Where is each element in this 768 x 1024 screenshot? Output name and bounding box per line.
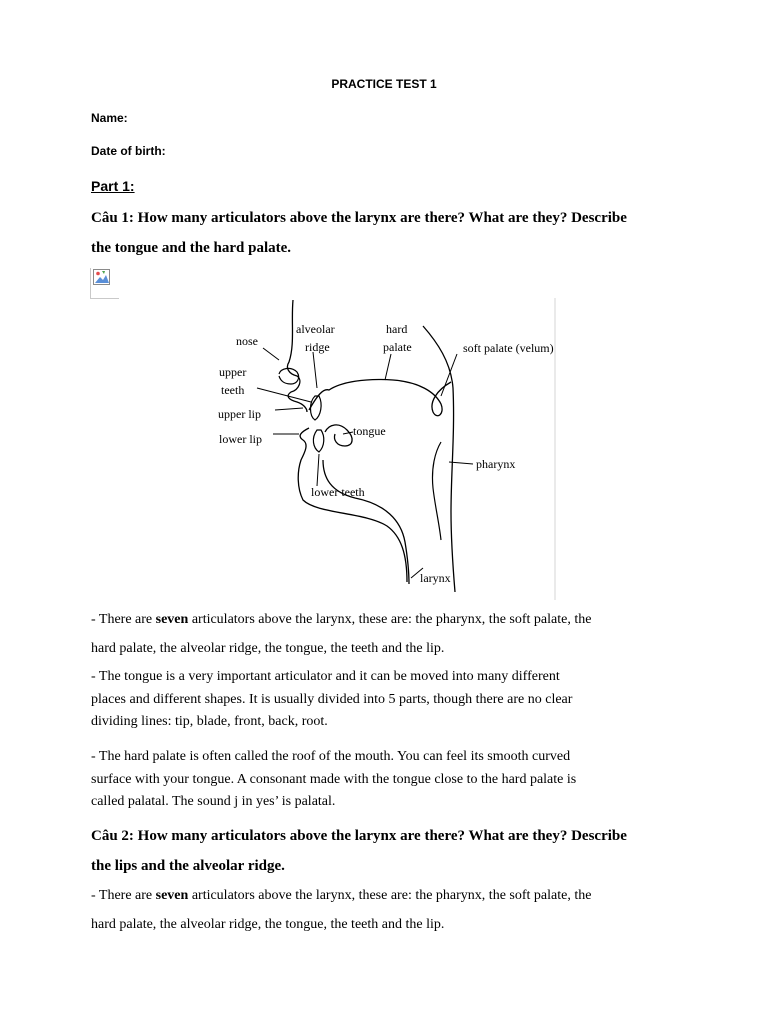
answer-2-para-1-line-1: - There are seven articulators above the larynx, these are: the pharynx, the soft palate, the bbox=[91, 888, 592, 903]
label-upper: upper bbox=[219, 365, 247, 379]
label-alveolar: alveolar bbox=[296, 322, 335, 336]
question-1-line-2: the tongue and the hard palate. bbox=[91, 240, 292, 256]
question-2-line-1: Câu 2: How many articulators above the larynx are there? What are they? Describe bbox=[91, 828, 627, 844]
answer-1-para-2-line-2: places and different shapes. It is usually divided into 5 parts, though there are no clear bbox=[91, 692, 573, 707]
label-ridge: ridge bbox=[305, 340, 330, 354]
label-palate: palate bbox=[383, 340, 412, 354]
answer-1-para-3-line-2: surface with your tongue. A consonant made with the tongue close to the hard palate is bbox=[91, 772, 577, 787]
label-pharynx: pharynx bbox=[476, 457, 516, 471]
answer-1-para-1-line-1: - There are seven articulators above the larynx, these are: the pharynx, the soft palate, the bbox=[91, 612, 592, 627]
date-of-birth-label: Date of birth: bbox=[91, 144, 166, 158]
label-nose: nose bbox=[236, 334, 258, 348]
answer-1-para-3-line-1: - The hard palate is often called the roof of the mouth. You can feel its smooth curved bbox=[91, 749, 571, 764]
page-title: PRACTICE TEST 1 bbox=[331, 77, 437, 91]
face-profile-upper bbox=[287, 300, 307, 412]
tongue-root bbox=[323, 460, 409, 584]
label-lower-lip: lower lip bbox=[219, 432, 262, 446]
label-hard: hard bbox=[386, 322, 408, 336]
question-1-line-1: Câu 1: How many articulators above the larynx are there? What are they? Describe bbox=[91, 210, 627, 226]
label-tongue: tongue bbox=[353, 424, 386, 438]
lower-teeth bbox=[313, 430, 323, 452]
answer-1-para-1-line-2: hard palate, the alveolar ridge, the tongue, the teeth and the lip. bbox=[91, 641, 445, 656]
leader-lines bbox=[257, 348, 473, 578]
label-lower-teeth: lower teeth bbox=[311, 485, 365, 499]
label-upper-lip: upper lip bbox=[218, 407, 261, 421]
answer-1-para-2-line-1: - The tongue is a very important articulator and it can be moved into many different bbox=[91, 669, 560, 684]
question-2-line-2: the lips and the alveolar ridge. bbox=[91, 858, 285, 874]
answer-2-para-1-line-2: hard palate, the alveolar ridge, the tongue, the teeth and the lip. bbox=[91, 917, 445, 932]
face-profile-lower bbox=[298, 428, 407, 582]
vocal-tract-diagram bbox=[205, 292, 565, 604]
part-heading: Part 1: bbox=[91, 178, 135, 194]
pharynx-inner bbox=[432, 442, 441, 540]
name-label: Name: bbox=[91, 111, 128, 125]
pharynx-wall bbox=[423, 326, 455, 592]
palate-line bbox=[309, 379, 451, 415]
broken-image-icon bbox=[90, 268, 119, 299]
label-soft-palate: soft palate (velum) bbox=[463, 341, 554, 355]
label-teeth: teeth bbox=[221, 383, 245, 397]
tongue-shape bbox=[325, 425, 352, 446]
answer-1-para-3-line-3: called palatal. The sound j in yes’ is palatal. bbox=[91, 794, 336, 809]
label-larynx: larynx bbox=[420, 571, 451, 585]
answer-1-para-2-line-3: dividing lines: tip, blade, front, back, root. bbox=[91, 714, 328, 729]
